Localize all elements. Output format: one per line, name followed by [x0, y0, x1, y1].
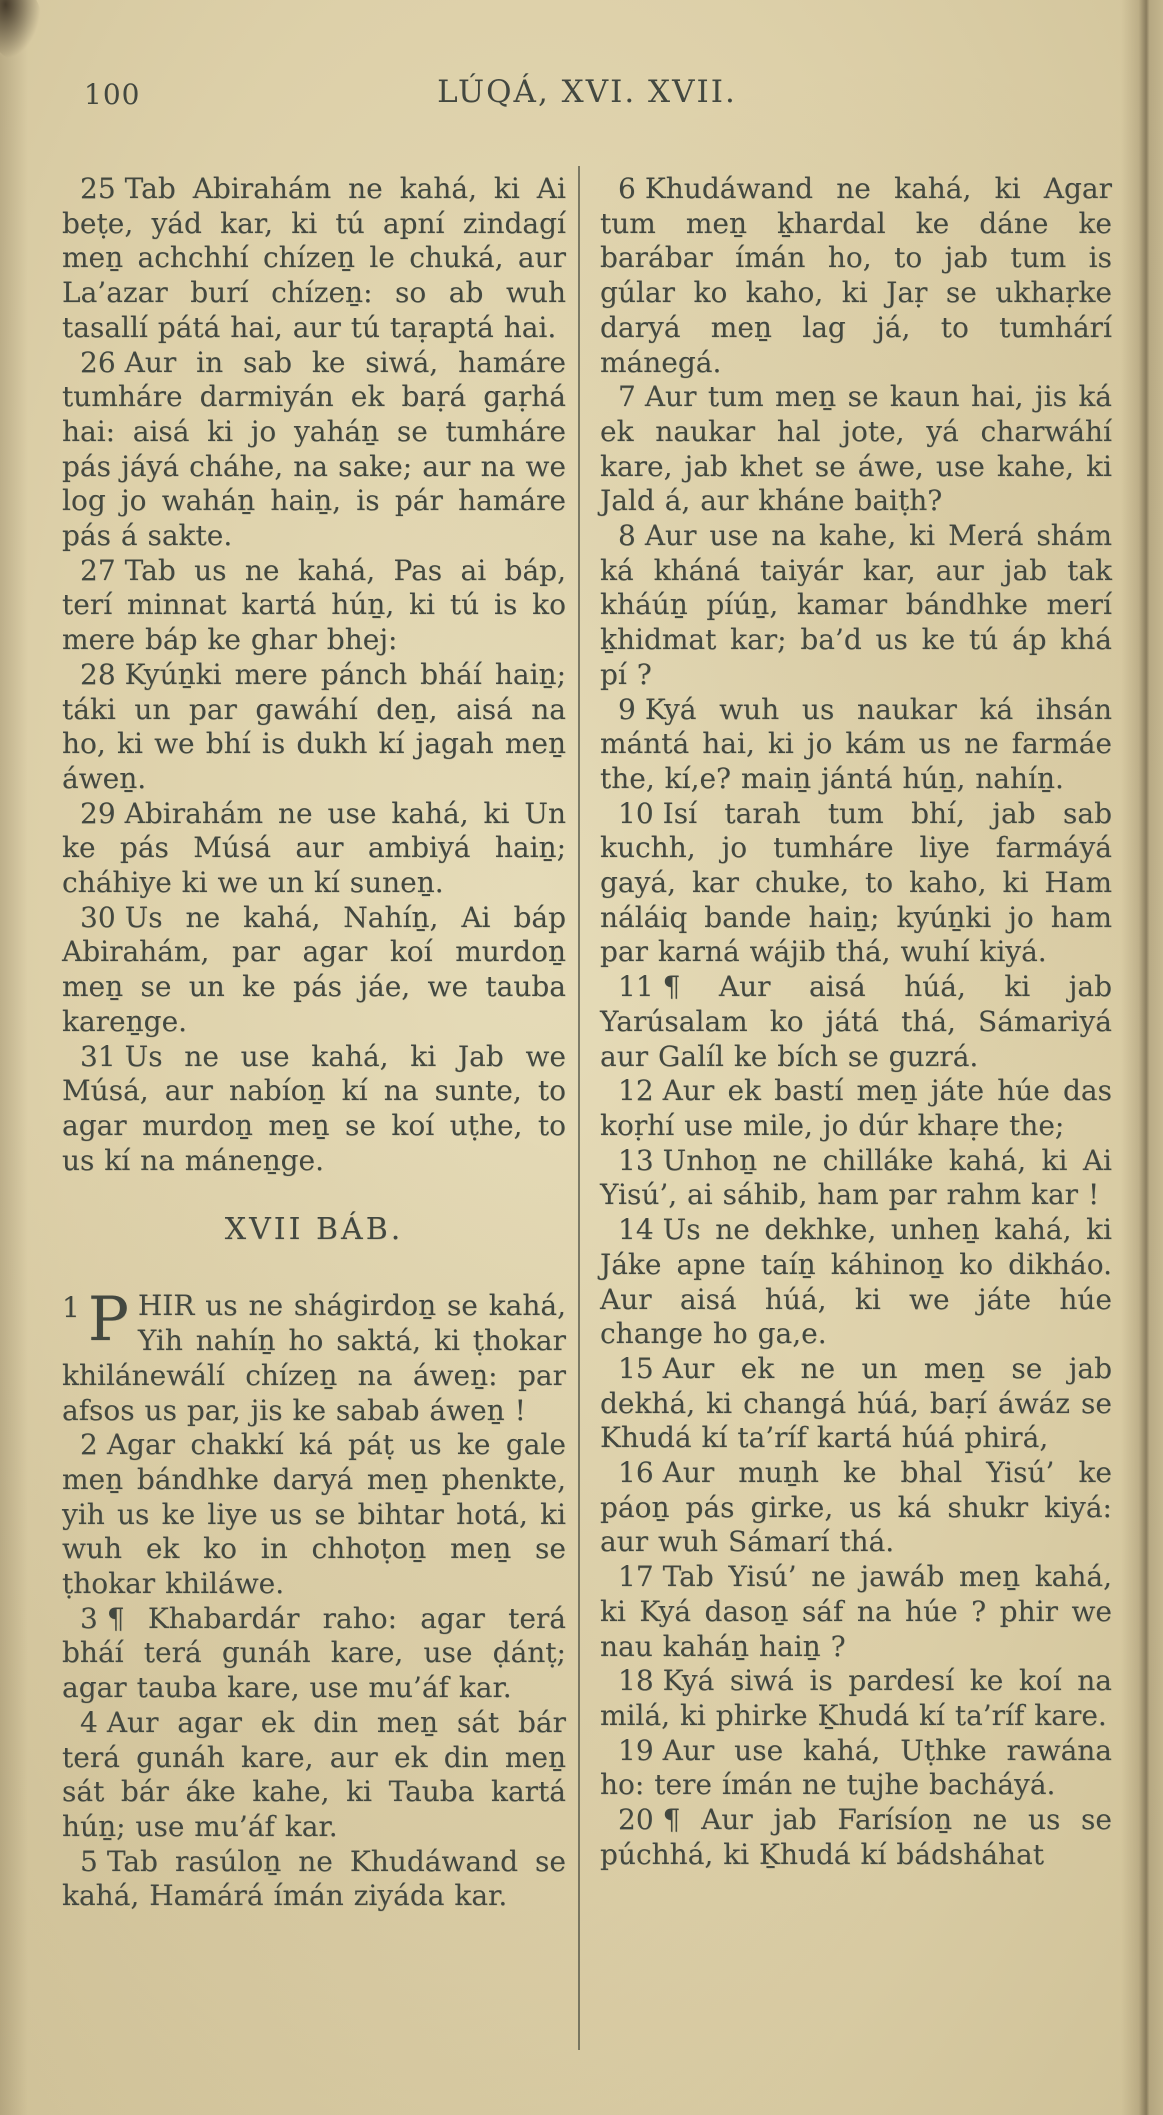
chapter-heading: XVII BÁB. — [224, 1212, 404, 1248]
verse-number: 10 — [618, 796, 654, 830]
verse-number: 31 — [80, 1039, 116, 1073]
verse-4 — [62, 1706, 566, 1845]
verse-number: 6 — [618, 172, 636, 205]
verse-text: Us ne use kahá, ki Jab we Músá, aur nabíoṉ kí na sunte, to agar murdoṉ meṉ se koí uṭhe, to us kí na máneṉge. — [62, 1039, 566, 1177]
verse-7 — [600, 380, 1112, 519]
verse-10 — [600, 797, 1112, 971]
verse-number: 12 — [618, 1074, 654, 1108]
verse-31 — [62, 1040, 566, 1179]
chapter-16-verses — [62, 172, 566, 1178]
verse-text: Aur agar ek din meṉ sát bár terá gunáh kare, aur ek din meṉ sát bár áke kahe, ki Tauba kartá húṉ; use mu’áf kar. — [62, 1705, 566, 1843]
left-column — [62, 172, 566, 1914]
verse-text: Us ne kahá, Nahíṉ, Ai báp Abirahám, par agar koí murdoṉ meṉ se un ke pás jáe, we tauba kareṉge. — [62, 900, 566, 1038]
verse-text: Kyúṉki mere pánch bháí haiṉ; táki un par gawáhí deṉ, aisá na ho, ki we bhí is dukh kí jagah meṉ áweṉ. — [62, 657, 566, 795]
verse-11 — [600, 970, 1112, 1074]
verse-text: ¶ Aur aisá húá, ki jab Yarúsalam ko játá thá, Sámariyá aur Galíl ke bích se guzrá. — [600, 970, 1112, 1073]
running-head: LÚQÁ, XVI. XVII. — [437, 74, 737, 110]
verse-text: Aur use na kahe, ki Merá shám ká kháná taiyár kar, aur jab tak kháúṉ píúṉ, kamar bándhke merí ḵhidmat kar; ba’d us ke tú áp khá pí ? — [600, 519, 1112, 691]
verse-3 — [62, 1602, 566, 1706]
verse-28 — [62, 658, 566, 797]
verse-text: Aur in sab ke siwá, hamáre tumháre darmiyán ek baṛá gaṛhá hai: aisá ki jo yaháṉ se tumháre pás jáyá cháhe, na sake; aur na we log jo waháṉ haiṉ, is pár hamáre pás á sakte. — [62, 345, 566, 553]
verse-text: Kyá siwá is pardesí ke koí na milá, ki phirke Ḵhudá kí ta’ríf kare. — [600, 1664, 1112, 1732]
drop-cap — [62, 1284, 138, 1356]
verse-number: 7 — [618, 380, 636, 414]
verse-number: 5 — [80, 1844, 98, 1878]
verse-6 — [600, 172, 1112, 380]
verse-text: Tab rasúloṉ ne Khudáwand se kahá, Hamárá ímán ziyáda kar. — [62, 1844, 566, 1913]
verse-text: Tab Yisú’ ne jawáb meṉ kahá, ki Kyá dasoṉ sáf na húe ? phir we nau kaháṉ haiṉ ? — [600, 1560, 1112, 1663]
verse-text: Aur muṉh ke bhal Yisú’ ke páoṉ pás girke, us ká shukr kiyá: aur wuh Sámarí thá. — [600, 1456, 1112, 1559]
verse-30 — [62, 901, 566, 1040]
verse-number: 30 — [80, 900, 116, 934]
verse-number: 9 — [618, 692, 636, 726]
verse-9 — [600, 693, 1112, 797]
verse-text: Aur use kahá, Uṭhke rawána ho: tere ímán ne tujhe bacháyá. — [600, 1733, 1112, 1802]
corner-stain — [0, 0, 42, 60]
verse-19 — [600, 1734, 1112, 1803]
verse-text: Tab Abirahám ne kahá, ki Ai beṭe, yád kar, ki tú apní zindagí meṉ achchhí chízeṉ le chuká, aur La’azar burí chízeṉ: so ab wuh tasallí pátá hai, aur tú taṛaptá hai. — [62, 172, 566, 344]
page-gutter-shadow — [1121, 0, 1163, 2115]
verse-text: Unhoṉ ne chilláke kahá, ki Ai Yisú’, ai sáhib, ham par rahm kar ! — [600, 1143, 1112, 1212]
verse-number: 3 — [80, 1601, 98, 1635]
verse-text: ¶ Aur jab Farísíoṉ ne us se púchhá, ki Ḵhudá kí bádsháhat — [600, 1803, 1112, 1871]
right-column-verses — [600, 172, 1112, 1872]
verse-text: Agar chakkí ká páṭ us ke gale meṉ bándhke daryá meṉ phenkte, yih us ke liye us se bihtar hotá, ki wuh ek ko in chhoṭoṉ meṉ se ṭhokar khiláwe. — [62, 1428, 566, 1601]
verse-2 — [62, 1428, 566, 1602]
verse-12 — [600, 1074, 1112, 1143]
verse-number: 2 — [80, 1428, 98, 1462]
verse-number: 18 — [618, 1664, 654, 1698]
verse-number: 26 — [80, 345, 116, 379]
verse-number: 17 — [618, 1560, 654, 1594]
verse-number: 1 — [62, 1291, 80, 1325]
drop-cap-letter: P — [87, 1284, 129, 1356]
verse-29 — [62, 797, 566, 901]
verse-25 — [62, 172, 566, 346]
verse-15 — [600, 1352, 1112, 1456]
verse-text: Kyá wuh us naukar ká ihsán mántá hai, ki jo kám us ne farmáe the, kí,e? maiṉ jántá húṉ, nahíṉ. — [600, 692, 1112, 795]
verse-16 — [600, 1456, 1112, 1560]
chapter-17-verses — [62, 1284, 566, 1914]
verse-text: Isí tarah tum bhí, jab sab kuchh, jo tumháre liye farmáyá gayá, kar chuke, to kaho, ki Ham náláiq bande haiṉ; kyúṉki jo ham par karná wájib thá, wuhí kiyá. — [600, 796, 1112, 969]
verse-number: 15 — [618, 1351, 654, 1385]
verse-text: Aur ek bastí meṉ játe húe das koṛhí use mile, jo dúr khaṛe the; — [600, 1074, 1112, 1142]
column-rule — [578, 166, 580, 2050]
verse-text: Khudáwand ne kahá, ki Agar tum meṉ ḵhardal ke dáne ke barábar ímán ho, to jab tum is gúlar ko kaho, ki Jaṛ se ukhaṛke daryá meṉ lag já, to tumhárí mánegá. — [600, 172, 1112, 379]
verse-18 — [600, 1664, 1112, 1733]
verse-number: 19 — [618, 1733, 654, 1767]
verse-20 — [600, 1803, 1112, 1872]
verse-number: 20 — [618, 1803, 654, 1837]
verse-number: 8 — [618, 519, 636, 553]
page-left-edge-shadow — [0, 0, 28, 2115]
verse-number: 14 — [618, 1213, 654, 1247]
right-column — [600, 172, 1112, 1872]
verse-number: 27 — [80, 553, 116, 587]
verse-text: HIR us ne shágirdoṉ se kahá, Yih nahíṉ ho saktá, ki ṭhokar khilánewálí chízeṉ na áweṉ: par afsos us par, jis ke sabab áweṉ ! — [62, 1289, 566, 1427]
verse-8 — [600, 519, 1112, 693]
page-number: 100 — [84, 78, 141, 111]
verse-5 — [62, 1845, 566, 1914]
verse-number: 29 — [80, 796, 116, 830]
verse-number: 16 — [618, 1456, 654, 1490]
verse-number: 11 — [618, 970, 654, 1004]
verse-14 — [600, 1213, 1112, 1352]
verse-text: Aur ek ne un meṉ se jab dekhá, ki changá húá, baṛí áwáz se Khudá kí ta’ríf kartá húá phirá, — [600, 1351, 1112, 1455]
verse-27 — [62, 554, 566, 658]
verse-number: 13 — [618, 1143, 654, 1177]
verse-text: Tab us ne kahá, Pas ai báp, terí minnat kartá húṉ, ki tú is ko mere báp ke ghar bhej: — [62, 553, 566, 657]
verse-text: Abirahám ne use kahá, ki Un ke pás Músá aur ambiyá haiṉ; cháhiye ki we un kí suneṉ. — [62, 796, 566, 900]
verse-text: Us ne dekhke, unheṉ kahá, ki Jáke apne taíṉ káhinoṉ ko dikháo. Aur aisá húá, ki we játe húe change ho ga,e. — [600, 1213, 1112, 1351]
verse-number: 28 — [80, 657, 116, 691]
verse-13 — [600, 1144, 1112, 1213]
verse-number: 25 — [80, 172, 116, 205]
verse-number: 4 — [80, 1705, 98, 1739]
verse-text: Aur tum meṉ se kaun hai, jis ká ek naukar hal jote, yá charwáhí kare, jab khet se áwe, use kahe, ki Jald á, aur kháne baiṭh? — [600, 380, 1112, 518]
verse-17 — [600, 1560, 1112, 1664]
verse-26 — [62, 346, 566, 554]
verse-text: ¶ Khabardár raho: agar terá bháí terá gunáh kare, use ḍánṭ; agar tauba kare, use mu’áf kar. — [62, 1601, 566, 1705]
verse-1 — [62, 1284, 566, 1428]
